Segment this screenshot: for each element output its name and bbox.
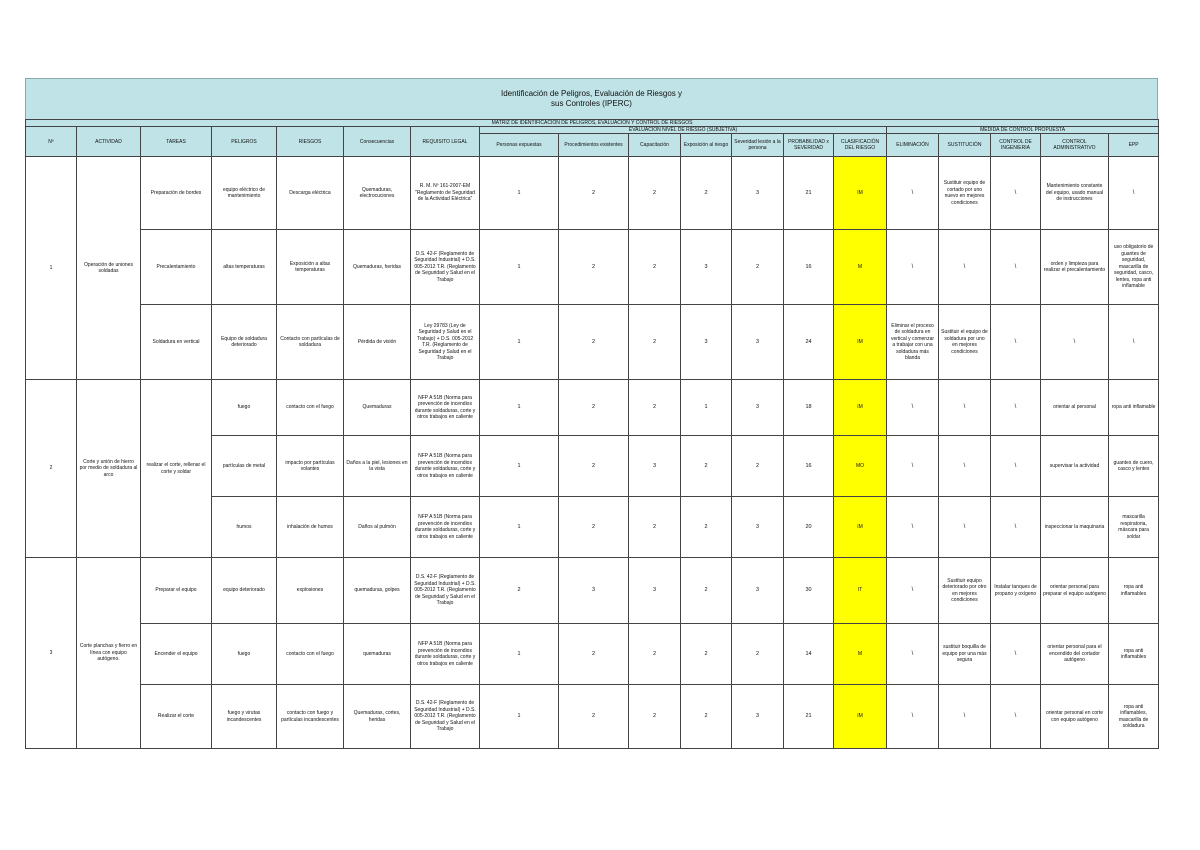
cell-riesgo: impacto por partículas volantes [277, 436, 344, 497]
header-administrativo: CONTROL ADMINISTRATIVO [1041, 134, 1109, 157]
cell-consecuencia: quemaduras, golpes [344, 558, 411, 624]
cell-peligro: Equipo de soldadura deteriorado [212, 305, 277, 380]
cell-tarea: Preparación de bordes [141, 157, 212, 230]
cell-epp: \ [1109, 157, 1159, 230]
group-control: MEDIDA DE CONTROL PROPUESTA [887, 127, 1159, 134]
cell-epp: ropa anti inflamables [1109, 558, 1159, 624]
cell-severidad: 3 [732, 305, 784, 380]
cell-eliminacion: \ [887, 436, 939, 497]
header-epp: EPP [1109, 134, 1159, 157]
cell-eliminacion: \ [887, 558, 939, 624]
cell-exposicion: 2 [681, 436, 732, 497]
cell-clasificacion: IM [834, 157, 887, 230]
cell-consecuencia: Pérdida de visión [344, 305, 411, 380]
header-procedimientos: Procedimientos existentes [559, 134, 629, 157]
cell-sustitucion: \ [939, 230, 991, 305]
cell-consecuencia: Quemaduras, electrocuciones [344, 157, 411, 230]
cell-ingenieria: \ [991, 305, 1041, 380]
activity-name: Corte planchas y fierro en línea con equipo autógeno. [77, 558, 141, 749]
title-band [25, 78, 1158, 119]
cell-probabilidad: 16 [784, 230, 834, 305]
header-tareas: TAREAS [141, 127, 212, 157]
cell-peligro: equipo deteriorado [212, 558, 277, 624]
cell-consecuencia: Quemaduras [344, 380, 411, 436]
cell-sustitucion: Sustituir equipo de cortado por uno nuevo en mejores condiciones [939, 157, 991, 230]
cell-exposicion: 2 [681, 624, 732, 685]
cell-administrativo: supervisar la actividad [1041, 436, 1109, 497]
cell-ingenieria: \ [991, 436, 1041, 497]
cell-requisito: NFP A 51B (Norma para prevención de incendios durante soldaduras, corte y otros trabajos en caliente [411, 380, 480, 436]
cell-requisito: R. M. Nº 161-2007-EM "Reglamento de Seguridad de la Actividad Eléctrica" [411, 157, 480, 230]
iperc-table [25, 119, 1159, 749]
cell-peligro: fuego y virutas incandescentes [212, 685, 277, 749]
cell-administrativo: Mantenimiento constante del equipo, usado manual de instrucciones [1041, 157, 1109, 230]
cell-epp: ropa anti inflamable [1109, 380, 1159, 436]
cell-clasificacion: IM [834, 380, 887, 436]
title-line-1: Identificación de Peligros, Evaluación de Riesgos y [501, 89, 682, 98]
cell-capacitacion: 3 [629, 436, 681, 497]
matrix-label: MATRIZ DE IDENTIFICACIÓN DE PELIGROS, EVALUACIÓN Y CONTROL DE RIESGOS [26, 120, 1159, 127]
header-consecuencias: Consecuencias [344, 127, 411, 157]
header-exposicion: Exposición al riesgo [681, 134, 732, 157]
cell-tarea: realizar el corte, rellenar el corte y soldar [141, 380, 212, 558]
title-line-2: sus Controles (IPERC) [551, 99, 632, 108]
cell-epp: mascarilla respiratoria, máscara para soldar [1109, 497, 1159, 558]
cell-clasificacion: IT [834, 558, 887, 624]
cell-procedimientos: 3 [559, 558, 629, 624]
cell-capacitacion: 2 [629, 157, 681, 230]
sheet-title [472, 89, 712, 109]
header-riesgos: RIESGOS [277, 127, 344, 157]
header-n: Nº [26, 127, 77, 157]
table-row [26, 558, 1159, 624]
cell-tarea: Realizar el corte [141, 685, 212, 749]
cell-sustitucion: \ [939, 380, 991, 436]
activity-name: Operación de uniones soldadas [77, 157, 141, 380]
cell-severidad: 3 [732, 497, 784, 558]
cell-eliminacion: \ [887, 624, 939, 685]
cell-administrativo: orientar personal para el encendido del cortador autógeno [1041, 624, 1109, 685]
cell-epp: \ [1109, 305, 1159, 380]
cell-probabilidad: 24 [784, 305, 834, 380]
cell-personas: 1 [480, 436, 559, 497]
cell-tarea: Soldadura en vertical [141, 305, 212, 380]
cell-personas: 1 [480, 230, 559, 305]
cell-sustitucion: sustituir boquilla de equipo por una más segura [939, 624, 991, 685]
cell-severidad: 3 [732, 685, 784, 749]
cell-riesgo: Descarga eléctrica [277, 157, 344, 230]
table-row [26, 685, 1159, 749]
cell-requisito: NFP A 51B (Norma para prevención de incendios durante soldaduras, corte y otros trabajos en caliente [411, 624, 480, 685]
cell-ingenieria: \ [991, 497, 1041, 558]
cell-procedimientos: 2 [559, 497, 629, 558]
cell-capacitacion: 3 [629, 558, 681, 624]
cell-clasificacion: IM [834, 497, 887, 558]
cell-personas: 1 [480, 624, 559, 685]
cell-capacitacion: 2 [629, 497, 681, 558]
cell-clasificacion: IM [834, 305, 887, 380]
cell-requisito: D.S. 42-F (Reglamento de Seguridad Industrial) + D.S. 005-2012 T.R. (Reglamento de Seguridad y Salud en el Trabajo [411, 558, 480, 624]
cell-exposicion: 2 [681, 685, 732, 749]
cell-tarea: Encender el equipo [141, 624, 212, 685]
cell-personas: 2 [480, 558, 559, 624]
cell-ingenieria: \ [991, 624, 1041, 685]
cell-ingenieria: \ [991, 230, 1041, 305]
activity-number: 2 [26, 380, 77, 558]
cell-ingenieria: \ [991, 380, 1041, 436]
cell-personas: 1 [480, 157, 559, 230]
cell-procedimientos: 2 [559, 380, 629, 436]
cell-administrativo: orientar al personal [1041, 380, 1109, 436]
iperc-sheet [25, 78, 1158, 749]
cell-administrativo: orientar personal en corte con equipo autógeno [1041, 685, 1109, 749]
table-row [26, 157, 1159, 230]
cell-riesgo: contacto con el fuego [277, 380, 344, 436]
cell-severidad: 2 [732, 436, 784, 497]
cell-severidad: 2 [732, 230, 784, 305]
cell-exposicion: 2 [681, 558, 732, 624]
cell-requisito: NFP A 51B (Norma para prevención de incendios durante soldaduras, corte y otros trabajos en caliente [411, 497, 480, 558]
cell-probabilidad: 16 [784, 436, 834, 497]
cell-epp: guantes de cuero, casco y lentes [1109, 436, 1159, 497]
cell-probabilidad: 18 [784, 380, 834, 436]
cell-administrativo: orientar personal para preparar el equipo autógeno [1041, 558, 1109, 624]
cell-riesgo: contacto con el fuego [277, 624, 344, 685]
cell-eliminacion: \ [887, 497, 939, 558]
header-actividad: ACTIVIDAD [77, 127, 141, 157]
cell-probabilidad: 21 [784, 685, 834, 749]
cell-probabilidad: 20 [784, 497, 834, 558]
cell-riesgo: inhalación de humos [277, 497, 344, 558]
group-eval: EVALUACIÓN NIVEL DE RIESGO (SUBJETIVA) [480, 127, 887, 134]
cell-administrativo: orden y limpieza para realizar el precalentamiento [1041, 230, 1109, 305]
cell-eliminacion: \ [887, 380, 939, 436]
cell-severidad: 3 [732, 157, 784, 230]
cell-consecuencia: quemaduras [344, 624, 411, 685]
cell-capacitacion: 2 [629, 685, 681, 749]
cell-exposicion: 2 [681, 497, 732, 558]
cell-consecuencia: Daños a la piel, lesiones en la vista [344, 436, 411, 497]
cell-clasificacion: IM [834, 685, 887, 749]
cell-personas: 1 [480, 685, 559, 749]
cell-ingenieria: \ [991, 685, 1041, 749]
cell-clasificacion: MO [834, 436, 887, 497]
cell-clasificacion: M [834, 624, 887, 685]
table-row [26, 305, 1159, 380]
cell-eliminacion: \ [887, 685, 939, 749]
cell-requisito: D.S. 42-F (Reglamento de Seguridad Industrial) + D.S. 005-2012 T.R. (Reglamento de Seguridad y Salud en el Trabajo [411, 685, 480, 749]
table-row [26, 380, 1159, 436]
cell-consecuencia: Quemaduras, cortes, heridas [344, 685, 411, 749]
cell-sustitucion: Sustituir el equipo de soldadura por uno en mejores condiciones [939, 305, 991, 380]
cell-personas: 1 [480, 380, 559, 436]
cell-severidad: 3 [732, 380, 784, 436]
cell-sustitucion: \ [939, 497, 991, 558]
header-personas: Personas expuestas [480, 134, 559, 157]
cell-eliminacion: \ [887, 157, 939, 230]
cell-peligro: equipo eléctrico de mantenimiento [212, 157, 277, 230]
header-requisito: REQUISITO LEGAL [411, 127, 480, 157]
cell-requisito: Ley 29783 (Ley de Seguridad y Salud en el Trabajo) + D.S. 005-2012 T.R. (Reglamento de Seguridad y Salud en el Trabajo [411, 305, 480, 380]
cell-riesgo: explosiones [277, 558, 344, 624]
cell-probabilidad: 21 [784, 157, 834, 230]
header-clasificacion: CLASIFICACIÓN DEL RIESGO [834, 134, 887, 157]
header-probabilidad: PROBABILIDAD x SEVERIDAD [784, 134, 834, 157]
cell-capacitacion: 2 [629, 380, 681, 436]
header-peligros: PELIGROS [212, 127, 277, 157]
header-eliminacion: ELIMINACIÓN [887, 134, 939, 157]
cell-peligro: partículas de metal [212, 436, 277, 497]
cell-riesgo: Contacto con partículas de soldadura [277, 305, 344, 380]
cell-probabilidad: 14 [784, 624, 834, 685]
cell-procedimientos: 2 [559, 624, 629, 685]
cell-administrativo: inspeccionar la maquinaria [1041, 497, 1109, 558]
cell-capacitacion: 2 [629, 230, 681, 305]
cell-eliminacion: \ [887, 230, 939, 305]
activity-name: Corte y unión de hierro por medio de soldadura al arco [77, 380, 141, 558]
cell-exposicion: 3 [681, 305, 732, 380]
cell-riesgo: Exposición a altas temperaturas [277, 230, 344, 305]
cell-requisito: D.S. 42-F (Reglamento de Seguridad Industrial) + D.S. 005-2012 T.R. (Reglamento de Seguridad y Salud en el Trabajo [411, 230, 480, 305]
header-capacitacion: Capacitación [629, 134, 681, 157]
table-row [26, 230, 1159, 305]
cell-consecuencia: Quemaduras, heridas [344, 230, 411, 305]
cell-sustitucion: \ [939, 436, 991, 497]
cell-procedimientos: 2 [559, 685, 629, 749]
cell-peligro: humos [212, 497, 277, 558]
header-severidad: Severidad lesión a la persona [732, 134, 784, 157]
cell-exposicion: 1 [681, 380, 732, 436]
cell-tarea: Preparar el equipo [141, 558, 212, 624]
cell-epp: ropa anti inflamables, mascarilla de soldadura [1109, 685, 1159, 749]
cell-procedimientos: 2 [559, 305, 629, 380]
cell-severidad: 3 [732, 558, 784, 624]
cell-riesgo: contacto con fuego y partículas incandescentes [277, 685, 344, 749]
cell-requisito: NFP A 51B (Norma para prevención de incendios durante soldaduras, corte y otros trabajos en caliente [411, 436, 480, 497]
cell-severidad: 2 [732, 624, 784, 685]
cell-procedimientos: 2 [559, 436, 629, 497]
cell-peligro: altas temperaturas [212, 230, 277, 305]
cell-peligro: fuego [212, 380, 277, 436]
cell-ingenieria: Instalar tanques de propano y oxígeno [991, 558, 1041, 624]
cell-capacitacion: 2 [629, 624, 681, 685]
header-sustitucion: SUSTITUCIÓN [939, 134, 991, 157]
header-ingenieria: CONTROL DE INGENIERIA [991, 134, 1041, 157]
cell-sustitucion: \ [939, 685, 991, 749]
activity-number: 3 [26, 558, 77, 749]
cell-administrativo: \ [1041, 305, 1109, 380]
cell-clasificacion: M [834, 230, 887, 305]
cell-procedimientos: 2 [559, 157, 629, 230]
cell-epp: ropa anti inflamables [1109, 624, 1159, 685]
table-row [26, 624, 1159, 685]
cell-personas: 1 [480, 497, 559, 558]
cell-peligro: fuego [212, 624, 277, 685]
activity-number: 1 [26, 157, 77, 380]
cell-exposicion: 2 [681, 157, 732, 230]
cell-tarea: Precalentamiento [141, 230, 212, 305]
cell-eliminacion: Eliminar el proceso de soldadura en vertical y comenzar a trabajar con una soldadura más blanda [887, 305, 939, 380]
cell-sustitucion: Sustituir equipo deteriorado por otro en mejores condiciones [939, 558, 991, 624]
cell-exposicion: 3 [681, 230, 732, 305]
cell-probabilidad: 30 [784, 558, 834, 624]
cell-ingenieria: \ [991, 157, 1041, 230]
cell-procedimientos: 2 [559, 230, 629, 305]
cell-epp: uso obligatorio de guantes de seguridad, mascarilla de seguridad, casco, lentes, ropa anti inflamable [1109, 230, 1159, 305]
cell-capacitacion: 2 [629, 305, 681, 380]
cell-personas: 1 [480, 305, 559, 380]
cell-consecuencia: Daños al pulmón [344, 497, 411, 558]
